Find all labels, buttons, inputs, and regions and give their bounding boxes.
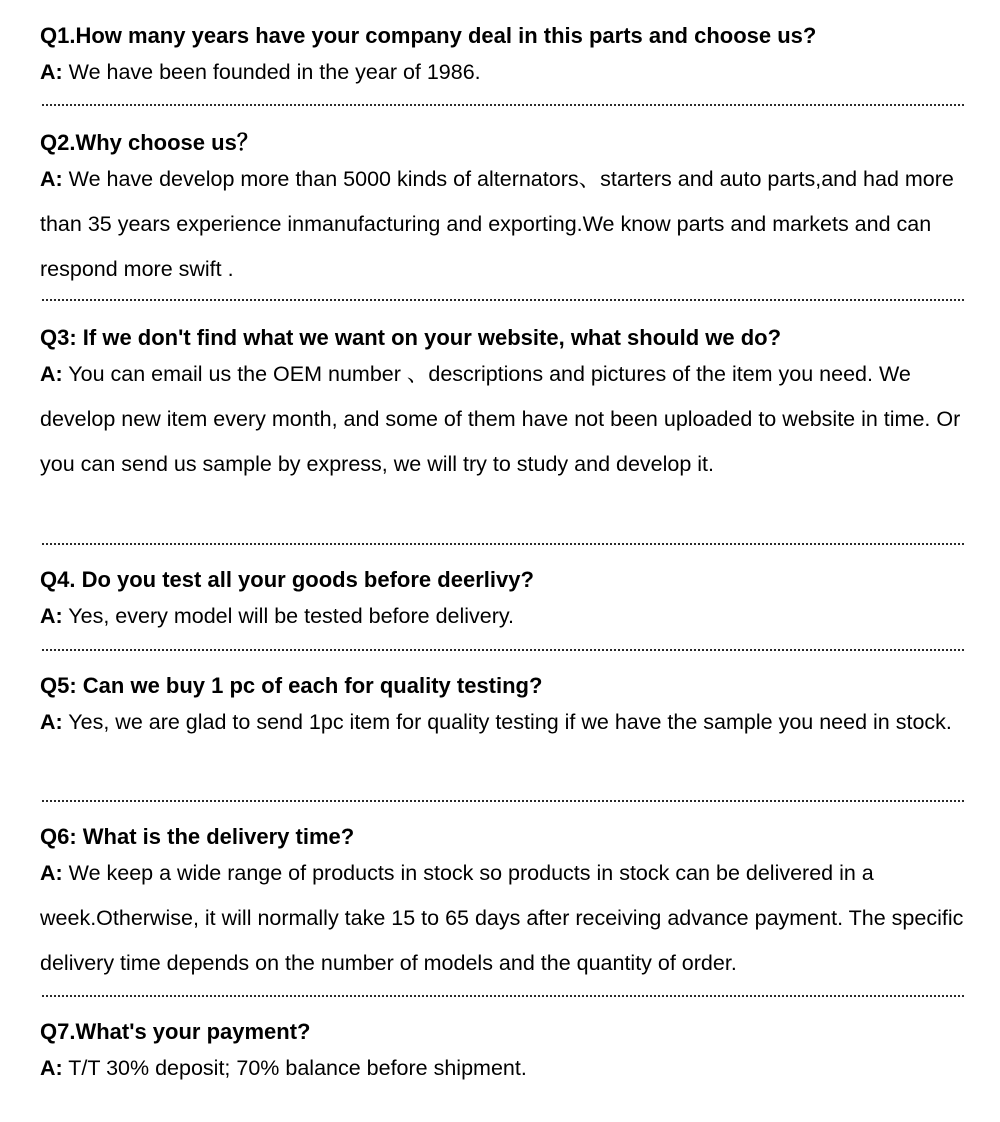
faq-item-2 [40,125,975,292]
faq-answer [40,352,975,487]
answer-text: We have been founded in the year of 1986. [62,60,481,84]
faq-answer [40,54,975,90]
answer-text: You can email us the OEM number 、descriptions and pictures of the item you need. We develop new item every month, and some of them have not been uploaded to website in time. Or you can send us sample by express, we will try to study and develop it. [40,362,961,476]
answer-label: A: [40,710,63,734]
faq-answer [40,851,975,986]
answer-text: We have develop more than 5000 kinds of alternators、starters and auto parts,and had more than 35 years experience inmanufacturing and exporting.We know parts and markets and can respond more swift . [40,167,954,281]
faq-answer [40,157,975,292]
faq-question: Q1.How many years have your company deal in this parts and choose us? [40,23,817,48]
faq-answer [40,700,975,745]
dotted-divider [42,104,964,106]
faq-item-7 [40,1014,975,1086]
answer-text: Yes, we are glad to send 1pc item for quality testing if we have the sample you need in stock. [62,710,952,734]
faq-question: Q3: If we don't find what we want on your website, what should we do? [40,325,782,350]
answer-text: Yes, every model will be tested before delivery. [62,604,515,628]
faq-item-4 [40,562,975,634]
answer-label: A: [40,604,63,628]
dotted-divider [42,800,964,802]
dotted-divider [42,543,964,545]
faq-item-6 [40,819,975,986]
answer-text: We keep a wide range of products in stock so products in stock can be delivered in a week.Otherwise, it will normally take 15 to 65 days after receiving advance payment. The specific delivery time depends on the number of models and the quantity of order. [40,861,964,975]
faq-answer [40,1050,975,1086]
answer-label: A: [40,362,63,386]
answer-label: A: [40,1056,63,1080]
faq-question: Q6: What is the delivery time? [40,824,355,849]
faq-question: Q4. Do you test all your goods before deerlivy? [40,567,534,592]
faq-answer [40,598,975,634]
dotted-divider [42,649,964,651]
faq-question: Q2.Why choose us？ [40,130,259,155]
answer-text: T/T 30% deposit; 70% balance before shipment. [62,1056,527,1080]
answer-label: A: [40,60,63,84]
faq-question: Q5: Can we buy 1 pc of each for quality testing? [40,673,543,698]
faq-item-1 [40,18,975,90]
faq-item-3 [40,320,975,487]
dotted-divider [42,995,964,997]
answer-label: A: [40,167,63,191]
answer-label: A: [40,861,63,885]
faq-item-5 [40,668,975,745]
dotted-divider [42,299,964,301]
faq-question: Q7.What's your payment? [40,1019,311,1044]
